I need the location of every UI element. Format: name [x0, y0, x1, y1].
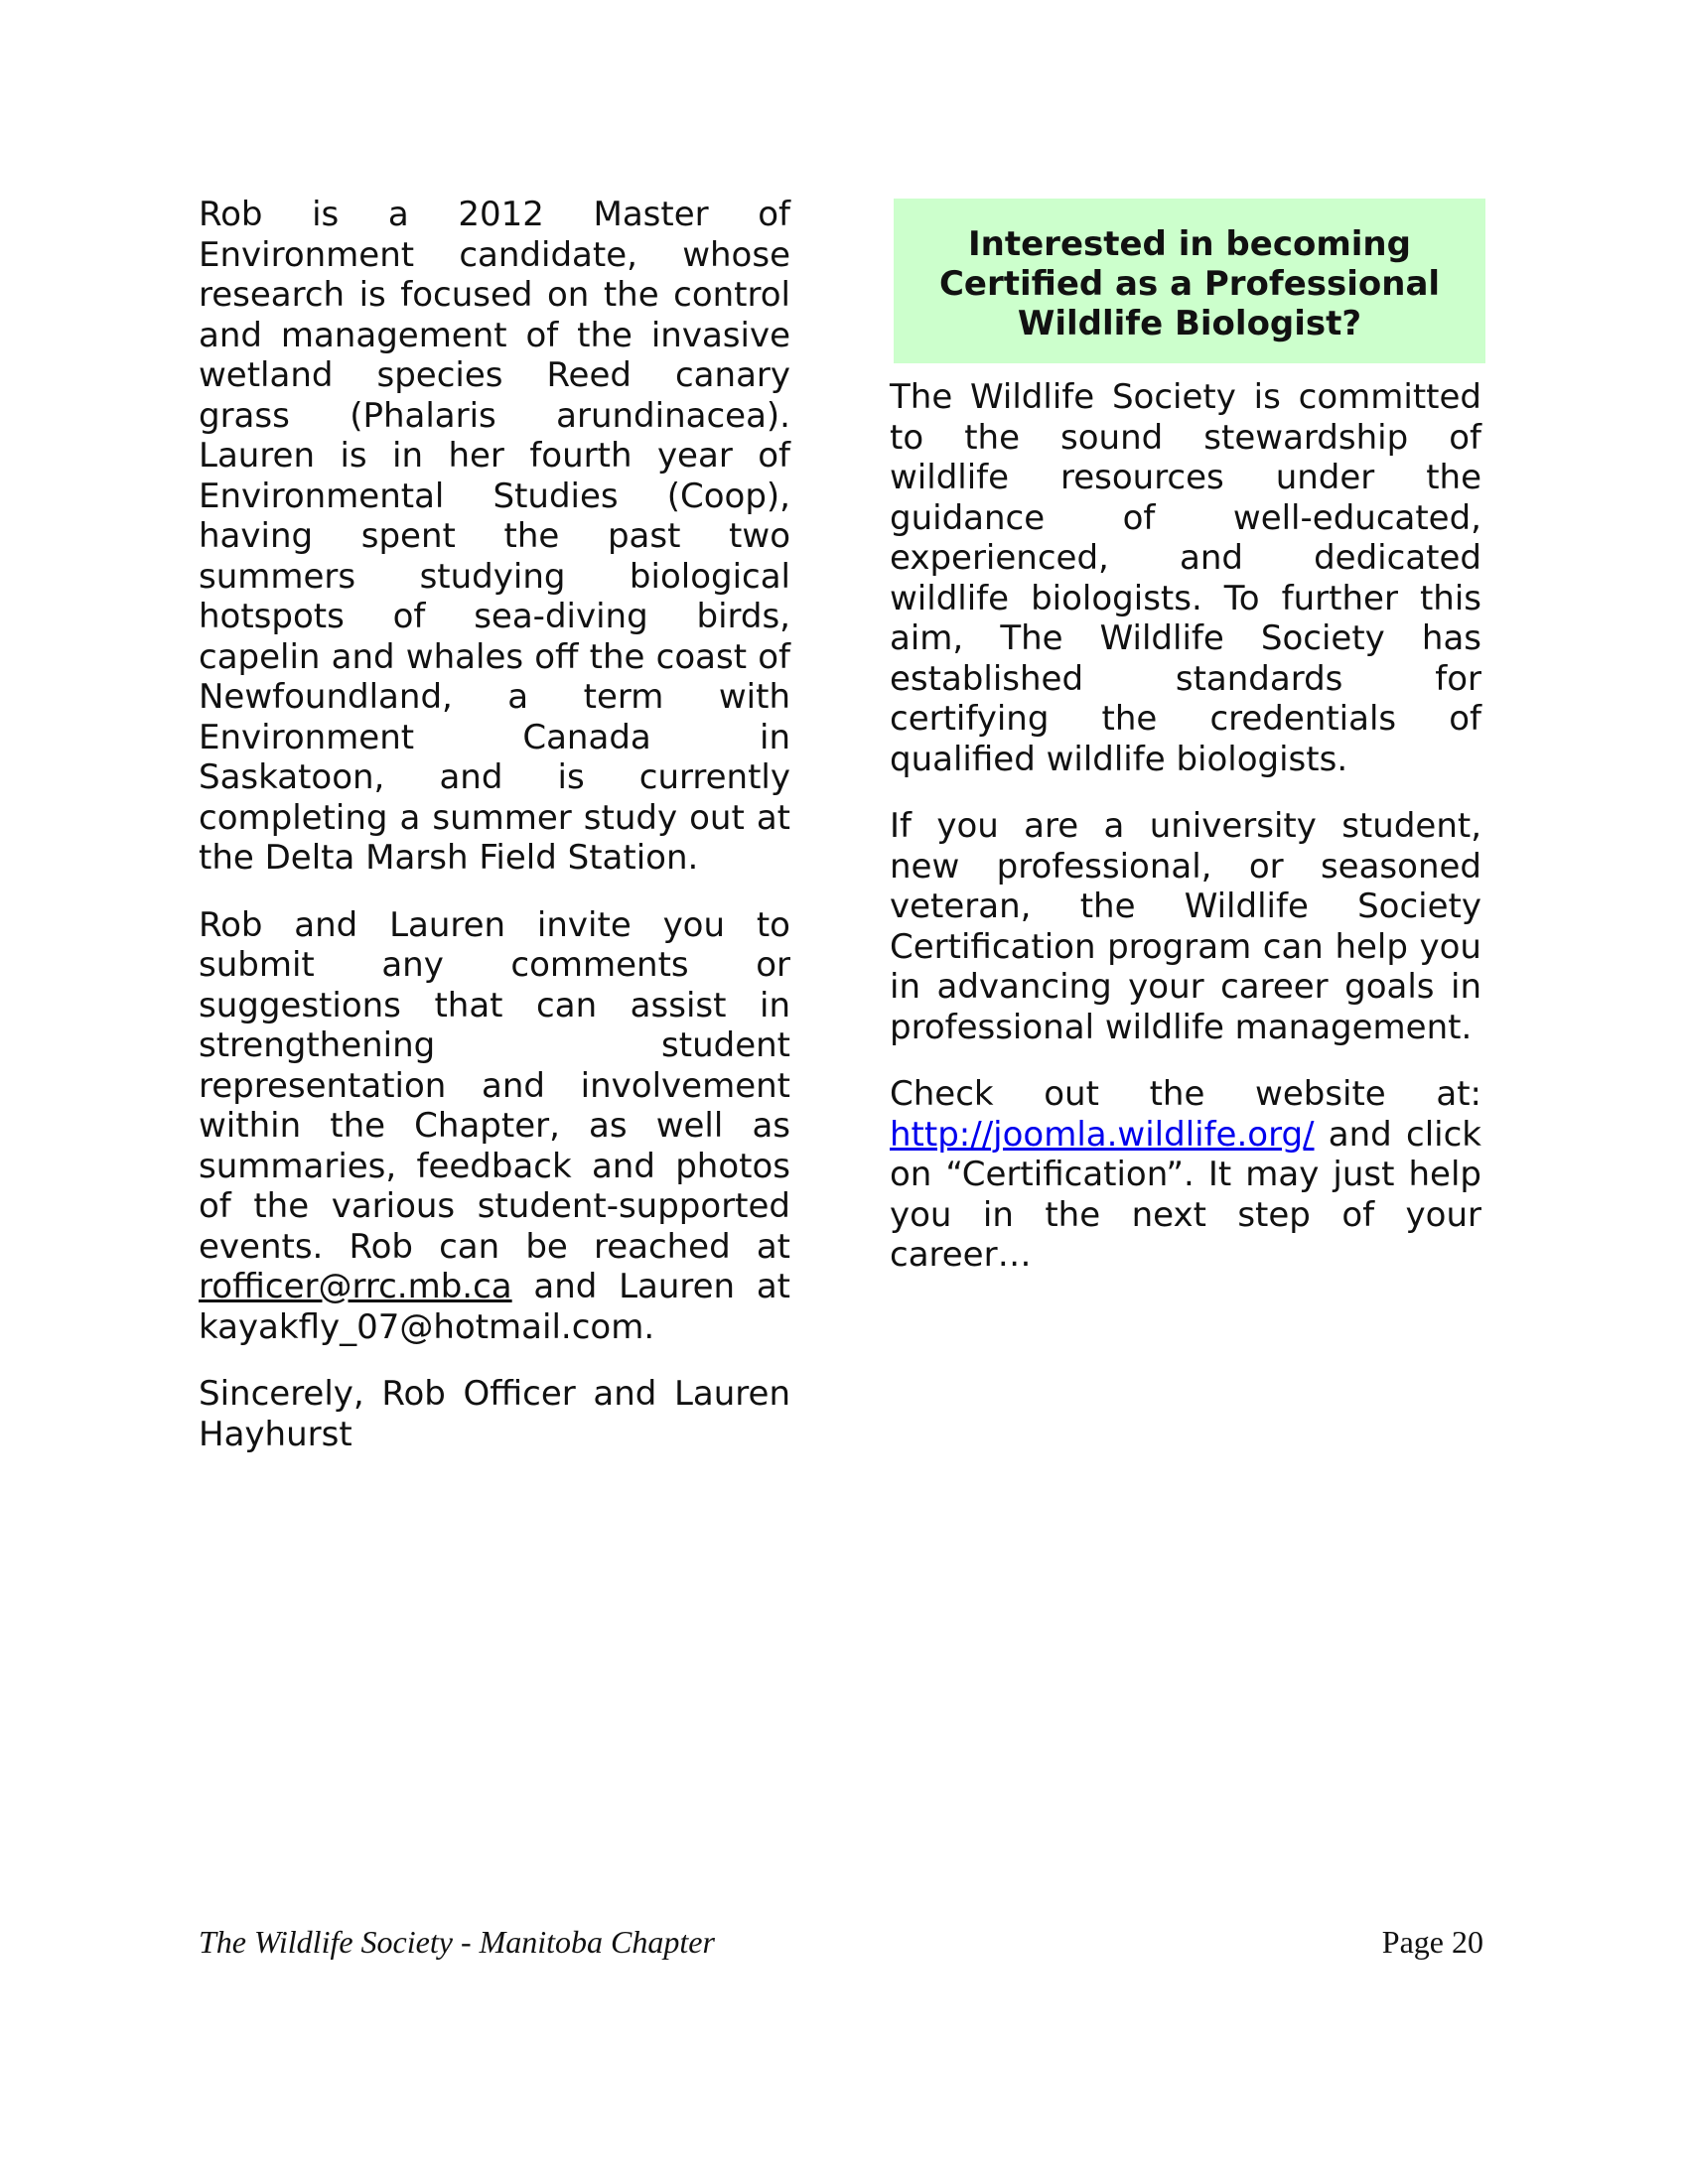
society-commitment-paragraph: The Wildlife Society is committed to the sound stewardship of wildlife resources under the guidance of well-educated, experienced, and dedicated wildlife biologists. To further this aim, The Wildlife Society has established standards for certifying the credentials of qualified wildlife biologists.: [890, 377, 1481, 779]
student-bio-paragraph: Rob is a 2012 Master of Environment candidate, whose research is focused on the control and management of the invasive wetland species Reed canary grass (Phalaris arundinacea). Lauren is in her fourth year of Environmental Studies (Coop), having spent the past two summers studying biological hotspots of sea-diving birds, capelin and whales off the coast of Newfoundland, a term with Environment Canada in Saskatoon, and is currently completing a summer study out at the Delta Marsh Field Station.: [199, 195, 790, 878]
right-column: [890, 195, 1481, 1302]
lauren-email: kayakfly_07@hotmail.com: [199, 1306, 644, 1347]
website-paragraph: [890, 1074, 1481, 1276]
website-intro-text: Check out the website at:: [890, 1074, 1481, 1114]
left-column: [199, 195, 790, 1481]
invitation-text: Rob and Lauren invite you to submit any comments or suggestions that can assist in strengthening student representation and involvement within the Chapter, as well as summaries, feedback and photos of the various student-supported events. Rob can be reached at: [199, 904, 790, 1267]
footer-page-number: Page 20: [1381, 1924, 1483, 1960]
invitation-connector-text: and Lauren at: [511, 1267, 790, 1306]
certification-program-paragraph: If you are a university student, new professional, or seasoned veteran, the Wildlife Society Certification program can help you in advancing your career goals in professional wildlife management.: [890, 806, 1481, 1047]
certification-callout-box: [894, 199, 1485, 363]
closing-signature: Sincerely, Rob Officer and Lauren Hayhurst: [199, 1374, 790, 1454]
invitation-paragraph: [199, 905, 790, 1348]
footer-publication-title: The Wildlife Society - Manitoba Chapter: [199, 1924, 715, 1960]
certification-body: [890, 377, 1481, 1276]
invitation-end-text: .: [643, 1306, 655, 1347]
callout-title: Interested in becoming Certified as a Professional Wildlife Biologist?: [938, 224, 1441, 343]
website-link[interactable]: http://joomla.wildlife.org/: [890, 1114, 1315, 1155]
rob-email-link[interactable]: rofficer@rrc.mb.ca: [199, 1267, 512, 1306]
website-outro-text: and click on “Certification”. It may just help you in the next step of your career…: [890, 1114, 1481, 1275]
